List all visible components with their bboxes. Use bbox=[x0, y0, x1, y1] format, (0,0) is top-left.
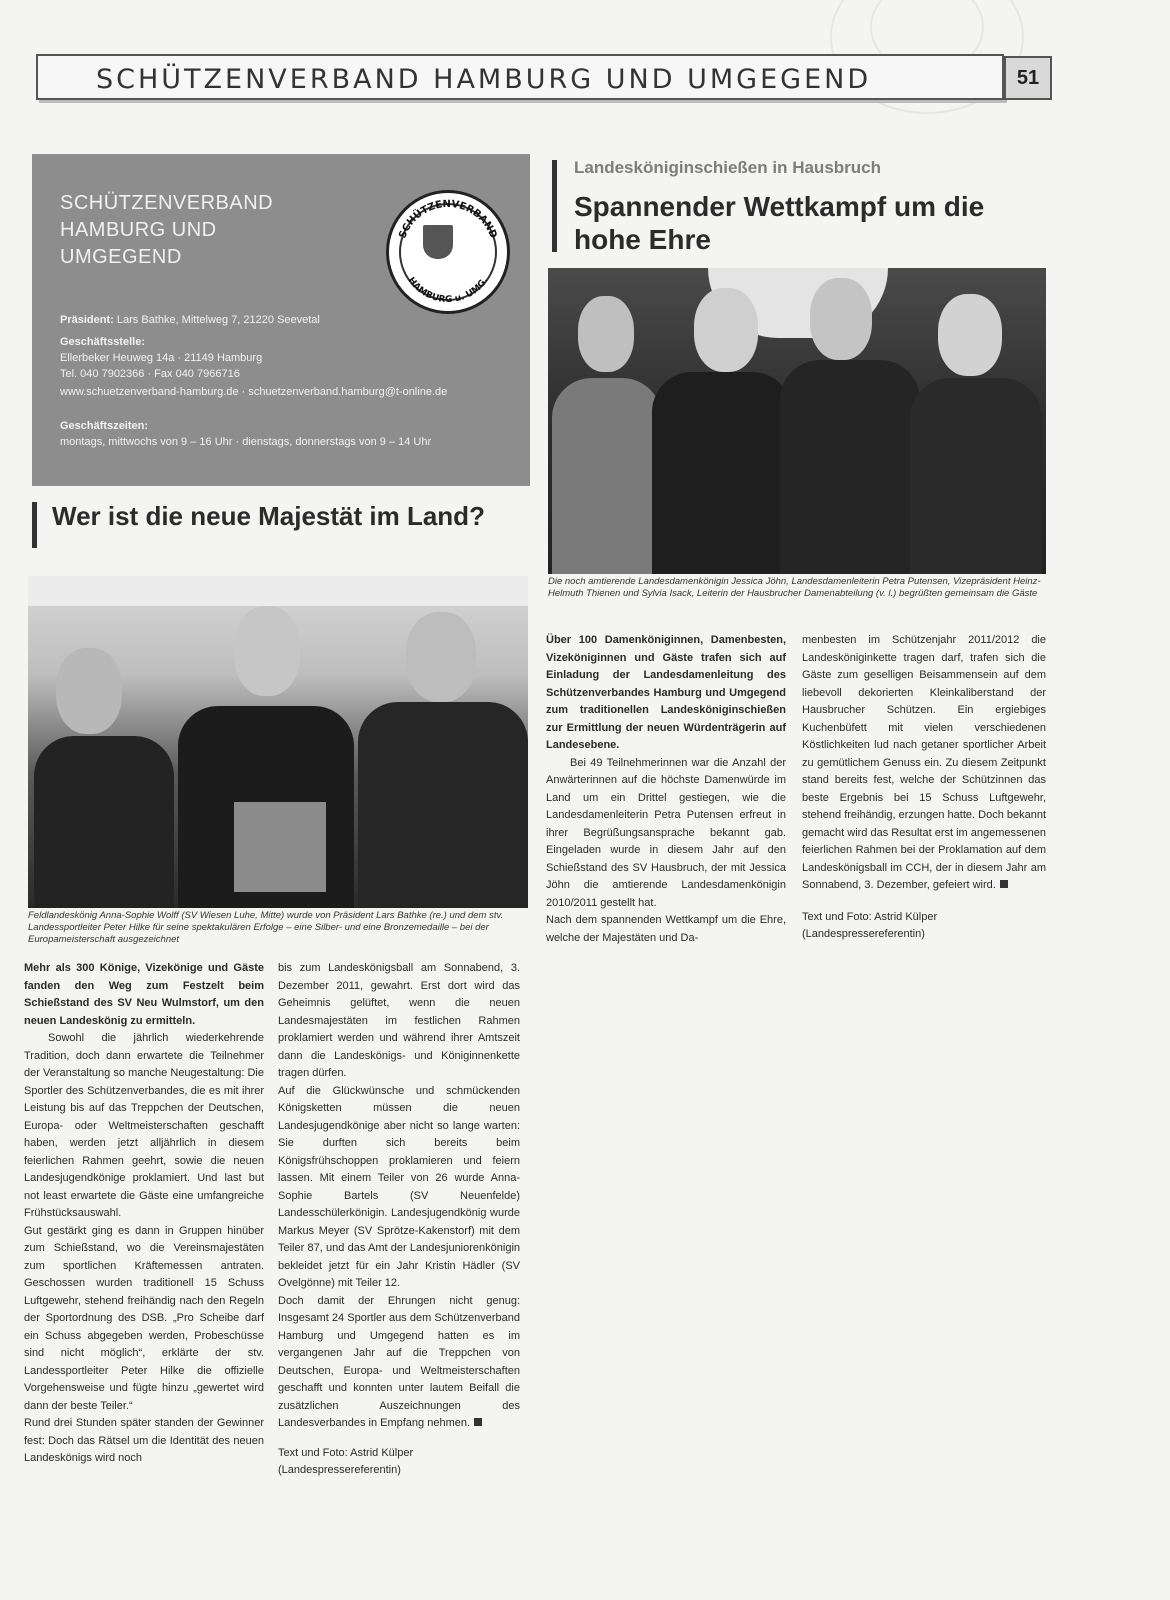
org-name-line: HAMBURG UND bbox=[60, 219, 217, 241]
president-line bbox=[60, 314, 320, 326]
credit-line: (Landespressereferentin) bbox=[278, 1463, 401, 1476]
body-paragraph: Nach dem spannenden Wettkampf um die Ehre, welche der Majestäten und Da- bbox=[546, 914, 786, 944]
page-header-bar bbox=[36, 54, 1004, 100]
person-left-head bbox=[56, 648, 122, 734]
body-paragraph bbox=[802, 632, 1046, 895]
header-title: SCHÜTZENVERBAND HAMBURG UND UMGEGEND bbox=[96, 64, 872, 95]
woman-1-head bbox=[578, 296, 634, 372]
svg-text:HAMBURG u. UMG. bbox=[406, 276, 491, 305]
org-name-line: SCHÜTZENVERBAND bbox=[60, 192, 274, 214]
person-left bbox=[34, 736, 174, 908]
right-kicker: Landesköniginschießen in Hausbruch bbox=[574, 158, 881, 177]
person-center-head bbox=[234, 606, 300, 696]
woman-2 bbox=[652, 372, 792, 574]
seal-lettering bbox=[389, 193, 507, 311]
body-paragraph-text: Doch damit der Ehrungen nicht genug: Insgesamt 24 Sportler aus dem Schützenverband Hamburg und Umgegend hatten es im vergangenen Jahr auf die Treppchen von Deutschen, Europa- und Weltmeisterschaften geschafft und konnten unter lautem Beifall die zusätzlichen Auszeichnungen des Landesverbandes in Empfang nehmen. bbox=[278, 1294, 520, 1429]
org-name bbox=[60, 190, 360, 271]
woman-3-head bbox=[938, 294, 1002, 376]
headline-bar bbox=[32, 502, 37, 548]
association-seal-logo bbox=[386, 190, 510, 314]
svg-text:SCHÜTZENVERBAND bbox=[397, 199, 498, 240]
body-paragraph: Rund drei Stunden später standen der Gewinner fest: Doch das Rätsel um die Identität des neuen Landeskönigs wird noch bbox=[24, 1417, 264, 1464]
left-article-photo bbox=[28, 576, 528, 908]
end-mark-icon bbox=[474, 1418, 482, 1426]
credit-line: (Landespressereferentin) bbox=[802, 927, 925, 940]
body-paragraph: Bei 49 Teilnehmerinnen war die Anzahl der Anwärterinnen auf die höchste Damenwürde im Land um ein Drittel gestiegen, wie die Landesdamenleiterin Petra Putensen erfreut in ihrer Begrüßungsansprache bekannt gab. Eingeladen wurde in diesem Jahr auf den Schießstand des SV Hausbruch, der mit Jessica Jöhn die amtierende Landesdamenkönigin 2010/2011 gestellt hat. bbox=[546, 756, 786, 909]
left-article-column-2 bbox=[278, 960, 520, 1479]
left-credit bbox=[278, 1445, 520, 1479]
org-name-line: UMGEGEND bbox=[60, 246, 182, 268]
credit-line: Text und Foto: Astrid Külper bbox=[278, 1446, 414, 1459]
left-photo-caption: Feldlandeskönig Anna-Sophie Wolff (SV Wiesen Luhe, Mitte) wurde von Präsident Lars Bathke (re.) und dem stv. Landessportleiter Peter Hilke für seine spektakulären Erfolge – eine Silber- und eine Bronzemedaille – bei der Europameisterschaft ausgezeichnet bbox=[28, 910, 504, 945]
body-paragraph: bis zum Landeskönigsball am Sonnabend, 3. Dezember 2011, gewahrt. Erst dort wird das Geheimnis gelüftet, wenn die neuen Landesmajestäten im festlichen Rahmen proklamiert werden und während ihrer Amtszeit dann die Landeskönigs- und Königinnenkette tragen dürfen. bbox=[278, 962, 520, 1079]
seal-text-top: SCHÜTZENVERBAND bbox=[397, 198, 499, 241]
credit-line: Text und Foto: Astrid Külper bbox=[802, 910, 938, 923]
right-lead-paragraph: Über 100 Damenköniginnen, Damenbesten, Vizeköniginnen und Gäste trafen sich auf Einladung der Landesdamenleitung des Schützenverbandes Hamburg und Umgegend zum traditionellen Landesköniginschießen zur Ermittlung der neuen Würdenträgerin auf Landesebene. bbox=[546, 634, 786, 751]
body-paragraph: Auf die Glückwünsche und schmückenden Königsketten müssen die neuen Landesjugendkönige aber nicht so lange warten: Sie durften sich bereits beim Königsfrühschoppen proklamieren und feiern lassen. Mit einem Teiler von 26 wurde Anna-Sophie Bartels (SV Neuenfelde) Landesschülerkönigin. Landesjugendkönig wurde Markus Meyer (SV Sprötze-Kakenstorf) mit dem Teiler 87, und das Amt der Landesjuniorenkönigin bekleidet jetzt für ein Jahr Kristin Hädler (SV Ovelgönne) mit Teiler 12. bbox=[278, 1084, 520, 1289]
woman-1 bbox=[552, 378, 662, 574]
left-article-column-1 bbox=[24, 960, 264, 1468]
office-web: www.schuetzenverband-hamburg.de · schuetzenverband.hamburg@t-online.de bbox=[60, 386, 448, 398]
president-value: Lars Bathke, Mittelweg 7, 21220 Seevetal bbox=[116, 314, 320, 326]
president-label: Präsident: bbox=[60, 314, 114, 326]
office-phone: Tel. 040 7902366 · Fax 040 7966716 bbox=[60, 368, 240, 380]
man-head bbox=[810, 278, 872, 360]
hours-value: montags, mittwochs von 9 – 16 Uhr · dienstags, donnerstags von 9 – 14 Uhr bbox=[60, 436, 432, 448]
body-paragraph: Sowohl die jährlich wiederkehrende Tradition, doch dann erwartete die Teilnehmer der Veranstaltung so manche Neugestaltung: Die Sportler des Schützenverbandes, die es mit ihrer Leistung bis auf das Treppchen der Deutschen, Europa- oder Weltmeisterschaften geschafft haben, werden jetzt alljährlich in diesem feierlichen Rahmen geehrt, sowie die neuen Landesjugendkönige proklamiert. Und last but not least erwartete die Gäste eine umfangreiche Frühstücksauswahl. bbox=[24, 1032, 264, 1219]
headline-bar bbox=[552, 160, 557, 252]
right-headline: Spannender Wettkampf um die hohe Ehre bbox=[574, 191, 985, 255]
tent-roof bbox=[28, 576, 528, 606]
woman-2-head bbox=[694, 288, 758, 372]
woman-3 bbox=[910, 378, 1042, 574]
right-credit bbox=[802, 909, 1046, 943]
right-photo-caption: Die noch amtierende Landesdamenkönigin Jessica Jöhn, Landesdamenleiterin Petra Putensen, Vizepräsident Heinz-Helmuth Thienen und Sylvia Isack, Leiterin der Hausbrucher Damenabteilung (v. l.) begrüßten gemeinsam die Gäste bbox=[548, 576, 1041, 599]
body-paragraph: Gut gestärkt ging es dann in Gruppen hinüber zum Schießstand, wo die Vereinsmajestäten zum sportlichen Kräftemessen antraten. Geschossen wurden traditionell 15 Schuss Luftgewehr, stehend freihändig nach den Regeln der Sportordnung des DSB. „Pro Scheibe darf ein Schuss abgegeben werden, Probeschüsse sind nicht möglich“, erklärte der stv. Landessportleiter Peter Hilke die offizielle Vorgehensweise und fügte hinzu „gewertet wird dann der beste Teiler.“ bbox=[24, 1224, 264, 1412]
body-paragraph-text: menbesten im Schützenjahr 2011/2012 die Landesköniginkette tragen darf, trafen sich die Gäste zum geselligen Beisammensein auf dem liebevoll dekorierten Kleinkaliberstand der Hausbrucher Schützen. Ein ergiebiges Kuchenbüfett mit vielen verschiedenen Köstlichkeiten lud nach getaner sportlicher Arbeit zu gemütlichem Genuss ein. Zu diesem Zeitpunkt stand bereits fest, welche der Schützinnen das beste Ergebnis bei 15 Schuss Luftgewehr, stehend freihändig, erzungen hatte. Doch bekannt gemacht wird das Resultat erst im angemessenen feierlichen Rahmen bei der Proklamation auf dem Landeskönigsball im CCH, der in diesem Jahr am Sonnabend, 3. Dezember, gefeiert wird. bbox=[802, 634, 1047, 891]
seal-text-bottom: HAMBURG u. UMG. bbox=[405, 275, 491, 306]
body-paragraph bbox=[278, 1293, 520, 1433]
left-lead-paragraph: Mehr als 300 Könige, Vizekönige und Gäste fanden den Weg zum Festzelt beim Schießstand des SV Neu Wulmstorf, um den neuen Landeskönig zu ermitteln. bbox=[24, 962, 264, 1027]
person-right-head bbox=[406, 612, 476, 702]
right-article-column-2 bbox=[802, 632, 1046, 943]
association-info-box bbox=[32, 154, 530, 486]
person-right bbox=[358, 702, 528, 908]
page-number: 51 bbox=[1004, 56, 1052, 100]
right-article-column-1 bbox=[546, 632, 786, 947]
left-headline: Wer ist die neue Majestät im Land? bbox=[52, 501, 485, 531]
office-address: Ellerbeker Heuweg 14a · 21149 Hamburg bbox=[60, 352, 263, 364]
man-vice-president bbox=[780, 360, 920, 574]
hours-label: Geschäftszeiten: bbox=[60, 420, 149, 432]
certificate bbox=[234, 802, 326, 892]
office-label: Geschäftsstelle: bbox=[60, 336, 145, 348]
right-article-photo bbox=[548, 268, 1046, 574]
end-mark-icon bbox=[1000, 880, 1008, 888]
